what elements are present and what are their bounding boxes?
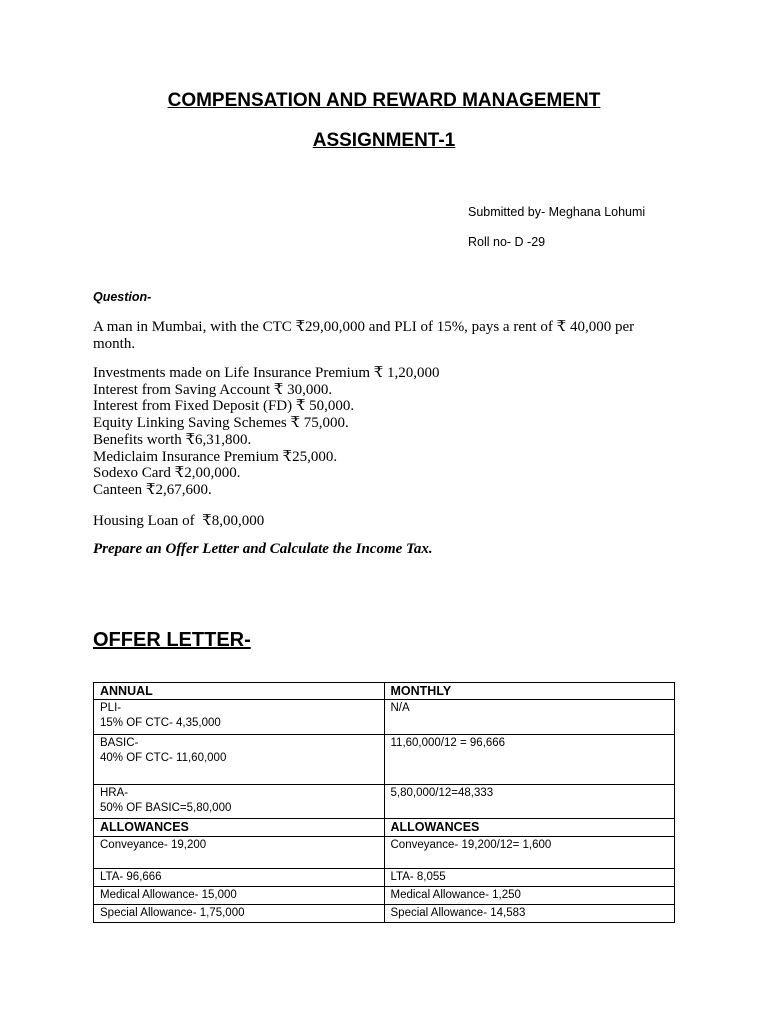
cell-line: LTA- 96,666: [100, 871, 162, 883]
investment-line: Investments made on Life Insurance Premium ₹ 1,20,000: [93, 365, 440, 381]
cell-line: N/A: [390, 702, 410, 714]
investment-line: Mediclaim Insurance Premium ₹25,000.: [93, 448, 338, 465]
cell-monthly: [384, 819, 675, 837]
table-row: [94, 905, 675, 923]
cell-line: Special Allowance- 14,583: [390, 907, 526, 919]
cell-monthly: [384, 785, 675, 819]
cell-line: BASIC-: [100, 737, 139, 749]
cell-monthly: [384, 700, 675, 735]
instruction: Prepare an Offer Letter and Calculate the Income Tax.: [93, 541, 433, 557]
table-row: [94, 887, 675, 905]
cell-annual: [94, 837, 385, 869]
investment-line: Canteen ₹2,67,600.: [93, 481, 212, 498]
cell-annual: [94, 700, 385, 735]
cell-line: PLI-: [100, 702, 122, 714]
assignment-title: ASSIGNMENT-1: [312, 130, 456, 151]
table-header-row: [94, 683, 675, 700]
cell-annual: [94, 887, 385, 905]
investment-line: Interest from Saving Account ₹ 30,000.: [93, 381, 333, 398]
offer-table: [93, 682, 675, 923]
investment-line: Benefits worth ₹6,31,800.: [93, 431, 252, 448]
cell-monthly: [384, 905, 675, 923]
cell-line: 50% OF BASIC=5,80,000: [100, 802, 232, 814]
cell-line: LTA- 8,055: [390, 871, 446, 883]
cell-line: 5,80,000/12=48,333: [390, 787, 494, 799]
cell-line: Medical Allowance- 15,000: [100, 889, 237, 901]
cell-line: 40% OF CTC- 11,60,000: [100, 752, 227, 764]
submitted-by: Submitted by- Meghana Lohumi: [468, 205, 646, 219]
cell-line: Conveyance- 19,200/12= 1,600: [390, 839, 552, 851]
cell-monthly: [384, 887, 675, 905]
investment-line: Equity Linking Saving Schemes ₹ 75,000.: [93, 415, 349, 432]
cell-line: Medical Allowance- 1,250: [390, 889, 521, 901]
cell-monthly: [384, 735, 675, 785]
document-title: COMPENSATION AND REWARD MANAGEMENT: [167, 90, 601, 111]
table-row: [94, 869, 675, 887]
table-row: [94, 837, 675, 869]
investment-list: [93, 365, 440, 499]
header-annual: ANNUAL: [94, 683, 385, 700]
offer-letter-heading: OFFER LETTER-: [93, 629, 251, 651]
cell-line: HRA-: [100, 787, 129, 799]
cell-annual: [94, 869, 385, 887]
cell-line: 11,60,000/12 = 96,666: [390, 737, 506, 749]
investment-line: Sodexo Card ₹2,00,000.: [93, 465, 241, 482]
table-row: [94, 819, 675, 837]
cell-line: ALLOWANCES: [100, 820, 189, 834]
cell-monthly: [384, 869, 675, 887]
cell-monthly: [384, 837, 675, 869]
cell-annual: [94, 785, 385, 819]
cell-line: 15% OF CTC- 4,35,000: [100, 717, 221, 729]
header-monthly: MONTHLY: [384, 683, 675, 700]
question-label: Question-: [93, 290, 152, 304]
roll-number: Roll no- D -29: [468, 235, 546, 249]
investment-line: Interest from Fixed Deposit (FD) ₹ 50,000.: [93, 398, 355, 415]
housing-loan: Housing Loan of ₹8,00,000: [93, 513, 265, 529]
cell-annual: [94, 819, 385, 837]
cell-annual: [94, 905, 385, 923]
table-row: [94, 785, 675, 819]
cell-annual: [94, 735, 385, 785]
table-row: [94, 735, 675, 785]
table-row: [94, 700, 675, 735]
question-text: A man in Mumbai, with the CTC ₹29,00,000 and PLI of 15%, pays a rent of ₹ 40,000 per month.: [93, 319, 635, 352]
cell-line: Conveyance- 19,200: [100, 839, 207, 851]
cell-line: ALLOWANCES: [390, 820, 480, 834]
cell-line: Special Allowance- 1,75,000: [100, 907, 245, 919]
